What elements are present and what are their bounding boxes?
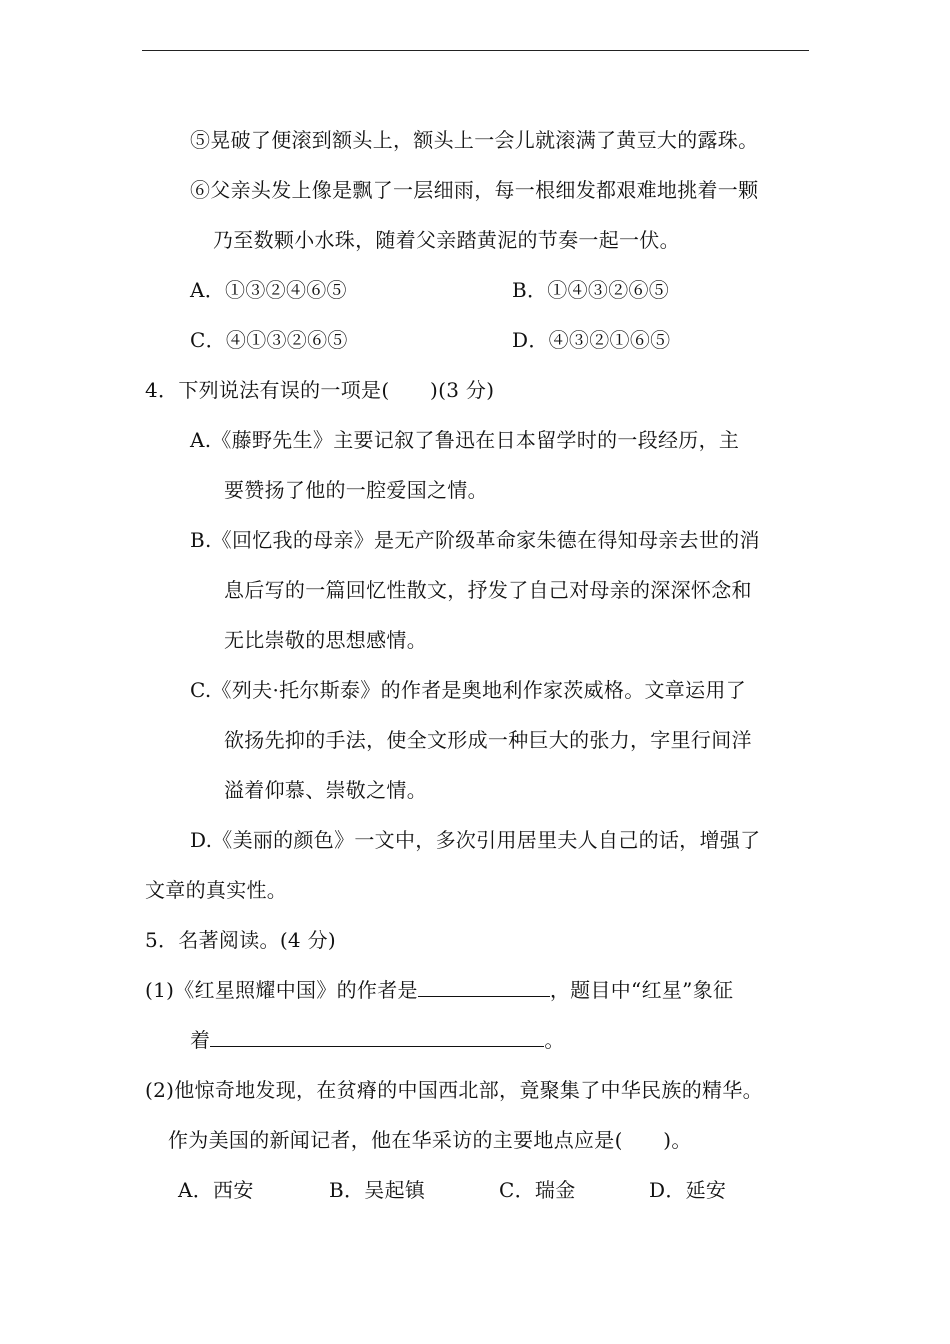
symbol-answer-blank[interactable] bbox=[210, 1028, 544, 1047]
q5-stem: 5．名著阅读。(4 分) bbox=[145, 928, 337, 952]
header-rule bbox=[142, 50, 809, 51]
author-answer-blank[interactable] bbox=[418, 978, 550, 997]
q5-part1-suffix: ，题目中“红星”象征 bbox=[549, 978, 734, 1002]
q5-option-d[interactable]: D．延安 bbox=[649, 1178, 727, 1202]
q5-part1-line2-prefix: 着 bbox=[190, 1028, 211, 1052]
q5-part1-prefix: (1)《红星照耀中国》的作者是 bbox=[145, 978, 418, 1002]
q5-part2-line1: (2)他惊奇地发现，在贫瘠的中国西北部，竟聚集了中华民族的精华。 bbox=[145, 1078, 763, 1102]
q4-option-d-line1[interactable]: D.《美丽的颜色》一文中，多次引用居里夫人自己的话，增强了 bbox=[190, 828, 761, 852]
q4-option-c-line2: 欲扬先抑的手法，使全文形成一种巨大的张力，字里行间洋 bbox=[224, 728, 752, 752]
q4-option-c-line1[interactable]: C.《列夫·托尔斯泰》的作者是奥地利作家茨威格。文章运用了 bbox=[190, 678, 747, 702]
q4-option-a-line1[interactable]: A.《藤野先生》主要记叙了鲁迅在日本留学时的一段经历，主 bbox=[190, 428, 740, 452]
q4-option-b-line3: 无比崇敬的思想感情。 bbox=[224, 628, 427, 652]
q4-option-b-line2: 息后写的一篇回忆性散文，抒发了自己对母亲的深深怀念和 bbox=[224, 578, 752, 602]
q4-option-c-line3: 溢着仰慕、崇敬之情。 bbox=[224, 778, 427, 802]
q5-part1-line1 bbox=[145, 977, 733, 1003]
q3-option-a[interactable]: A．①③②④⑥⑤ bbox=[190, 278, 347, 302]
q5-option-b[interactable]: B．吴起镇 bbox=[329, 1178, 426, 1202]
q4-option-d-line2: 文章的真实性。 bbox=[145, 878, 288, 902]
q3-item-6-line1: ⑥父亲头发上像是飘了一层细雨，每一根细发都艰难地挑着一颗 bbox=[190, 178, 759, 202]
q4-option-a-line2: 要赞扬了他的一腔爱国之情。 bbox=[224, 478, 488, 502]
q5-option-c[interactable]: C．瑞金 bbox=[499, 1178, 576, 1202]
q5-part2-line2: 作为美国的新闻记者，他在华采访的主要地点应是( )。 bbox=[168, 1128, 692, 1152]
q5-option-a[interactable]: A．西安 bbox=[178, 1178, 254, 1202]
q3-option-d[interactable]: D．④③②①⑥⑤ bbox=[512, 328, 671, 352]
q5-part1-line2 bbox=[190, 1027, 565, 1053]
q4-stem: 4．下列说法有误的一项是( )(3 分) bbox=[145, 378, 495, 402]
q5-part1-line2-suffix: 。 bbox=[544, 1028, 565, 1052]
q4-option-b-line1[interactable]: B.《回忆我的母亲》是无产阶级革命家朱德在得知母亲去世的消 bbox=[190, 528, 760, 552]
q3-option-c[interactable]: C．④①③②⑥⑤ bbox=[190, 328, 348, 352]
q3-item-6-line2: 乃至数颗小水珠，随着父亲踏黄泥的节奏一起一伏。 bbox=[213, 228, 680, 252]
q3-option-b[interactable]: B．①④③②⑥⑤ bbox=[512, 278, 670, 302]
q3-item-5: ⑤晃破了便滚到额头上，额头上一会儿就滚满了黄豆大的露珠。 bbox=[190, 128, 759, 152]
